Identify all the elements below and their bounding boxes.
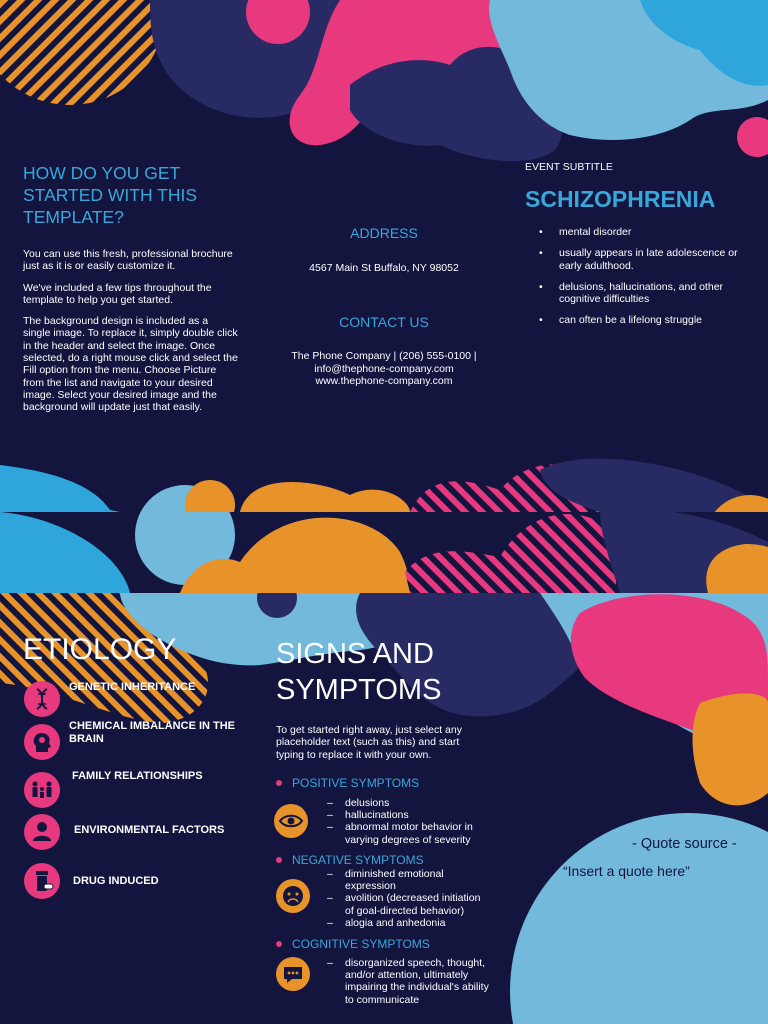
signs-title-line: SYMPTOMS	[276, 674, 442, 706]
paragraph: We've included a few tips throughout the template to help you get started.	[23, 281, 212, 306]
list-item: – delusions	[327, 797, 487, 809]
list-item: • can often be a lifelong struggle	[525, 314, 750, 326]
list-item: • mental disorder	[525, 226, 750, 238]
person-icon	[24, 814, 60, 850]
etiology-title: ETIOLOGY	[23, 633, 177, 666]
sad-face-icon	[276, 879, 310, 913]
eye-icon	[274, 804, 308, 838]
positive-symptoms-list	[327, 797, 487, 846]
etiology-item-drug: DRUG INDUCED	[73, 875, 159, 887]
panel-left-title: HOW DO YOU GET STARTED WITH THIS TEMPLATE?	[23, 163, 198, 227]
heading-text: POSITIVE SYMPTOMS	[292, 776, 420, 790]
etiology-item-environmental: ENVIRONMENTAL FACTORS	[74, 824, 225, 836]
address-heading: ADDRESS	[350, 225, 418, 241]
dna-icon	[24, 681, 60, 717]
quote-source: - Quote source -	[632, 836, 737, 852]
brochure-inside-page	[0, 593, 768, 1024]
list-item: – alogia and anhedonia	[327, 917, 487, 929]
signs-title-line: SIGNS AND	[276, 638, 434, 670]
signs-title	[276, 636, 441, 708]
address-text: 4567 Main St Buffalo, NY 98052	[309, 262, 459, 274]
paragraph: The background design is included as a single image. To replace it, simply double click in the header and select the image. Once selected, do a right mouse click and select the Fill option from the menu. Choose Picture from the list and navigate to your desired image. Select your desired image and the background will update just that easily.	[23, 315, 238, 414]
paragraph: You can use this fresh, professional brochure just as it is or easily customize it.	[23, 248, 233, 273]
brain-head-icon	[24, 724, 60, 760]
contact-block	[274, 350, 494, 388]
etiology-item-family: FAMILY RELATIONSHIPS	[72, 770, 203, 782]
positive-symptoms-heading	[276, 776, 419, 790]
negative-symptoms-list	[327, 868, 487, 929]
contact-phone: The Phone Company | (206) 555-0100 |	[291, 350, 477, 362]
contact-email[interactable]: info@thephone-company.com	[314, 362, 454, 375]
family-icon	[24, 772, 60, 808]
page-divider-band	[0, 512, 768, 593]
list-item: – avolition (decreased initiation of goal-directed behavior)	[327, 892, 487, 916]
event-title: SCHIZOPHRENIA	[525, 186, 716, 212]
panel-left-body	[23, 248, 238, 423]
heading-text: COGNITIVE SYMPTOMS	[292, 937, 430, 951]
quote-text: “Insert a quote here”	[563, 863, 690, 879]
contact-heading: CONTACT US	[339, 314, 429, 330]
negative-symptoms-heading	[276, 853, 424, 867]
signs-intro: To get started right away, just select any placeholder text (such as this) and start typing to replace it with your own.	[276, 724, 462, 761]
list-item: – abnormal motor behavior in varying degrees of severity	[327, 821, 487, 845]
etiology-item-genetic: GENETIC INHERITANCE	[69, 681, 196, 693]
list-item: • delusions, hallucinations, and other cognitive difficulties	[525, 281, 750, 306]
pill-bottle-icon	[24, 863, 60, 899]
list-item: – diminished emotional expression	[327, 868, 487, 892]
cognitive-symptoms-list	[327, 957, 497, 1006]
bullet-dot	[276, 780, 282, 786]
bullet-dot	[276, 857, 282, 863]
contact-website[interactable]: www.thephone-company.com	[315, 375, 453, 387]
list-item: – hallucinations	[327, 809, 487, 821]
event-subtitle: EVENT SUBTITLE	[525, 161, 613, 173]
speech-bubble-icon	[276, 957, 310, 991]
heading-text: NEGATIVE SYMPTOMS	[292, 853, 424, 867]
band-blobs	[0, 512, 768, 593]
etiology-item-chemical: CHEMICAL IMBALANCE IN THE BRAIN	[69, 720, 236, 745]
list-item: • usually appears in late adolescence or early adulthood.	[525, 247, 750, 272]
list-item: – disorganized speech, thought, and/or attention, ultimately impairing the individual's ability to communicate	[327, 957, 497, 1006]
schizophrenia-bullets	[525, 226, 750, 336]
bullet-dot	[276, 941, 282, 947]
cognitive-symptoms-heading	[276, 937, 430, 951]
